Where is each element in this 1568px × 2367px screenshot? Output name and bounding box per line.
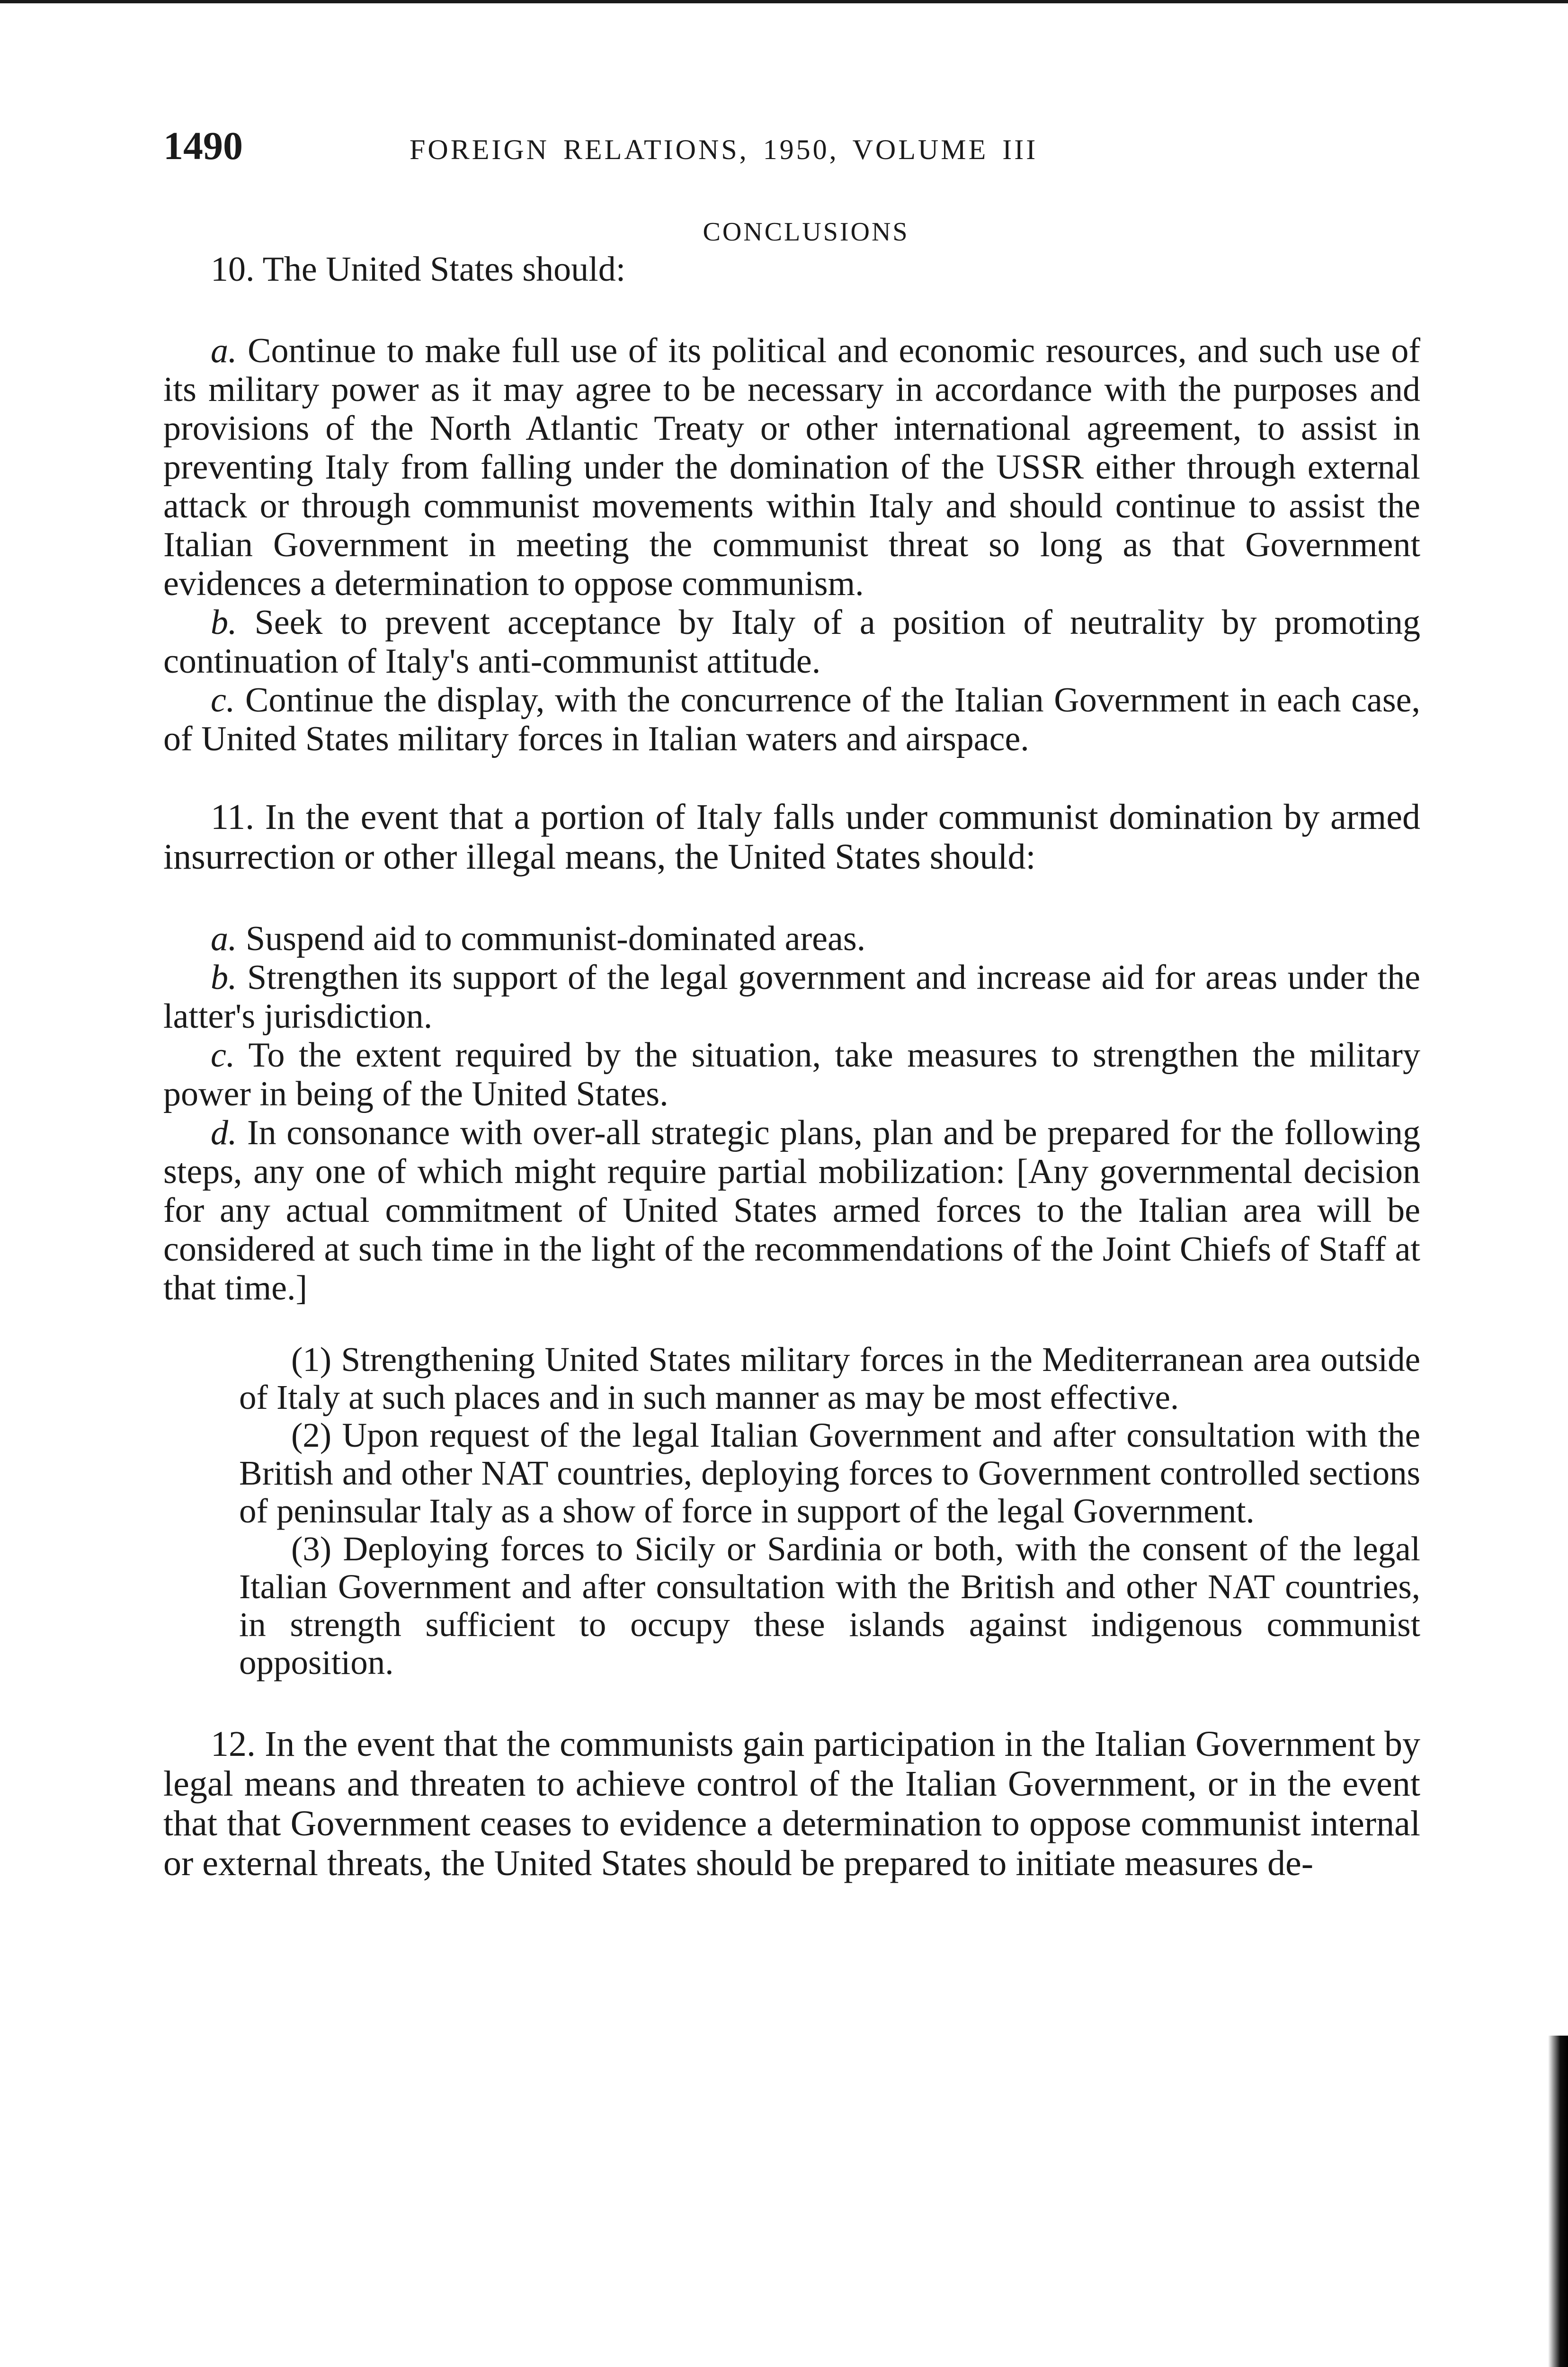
clause-letter: c. [211,1036,235,1075]
clause-letter: c. [211,681,235,720]
running-head-title: FOREIGN RELATIONS, 1950, VOLUME III [410,134,1038,165]
clause-text: Continue to make full use of its political and economic resources, and such use of its military power as it may agree to be necessary in accordance with the purposes and provisions of the North Atlantic Treaty or other international agreement, to assist in preventing Italy from falling under the domination of the USSR either through external attack or through communist movements within Italy and should continue to assist the Italian Government in meeting the communist threat so long as that Government evidences a determination to oppose communism. [163,331,1420,603]
top-border-rule [0,0,1568,3]
document-page [163,123,1420,1883]
clause-text: Strengthen its support of the legal government and increase aid for areas under the latter's jurisdiction. [163,958,1421,1036]
paragraph-12: 12. In the event that the communists gain participation in the Italian Government by legal means and threaten to achieve control of the Italian Government, or in the event that that Government ceases to evidence a determination to oppose communist internal or external threats, the United States should be prepared to initiate measures de- [163,1724,1420,1883]
paragraph-11-intro: 11. In the event that a portion of Italy falls under communist domination by armed insurrection or other illegal means, the United States should: [163,797,1420,877]
paragraph-10-intro: 10. The United States should: [211,250,626,289]
section-heading: CONCLUSIONS [703,217,909,247]
clause-letter: b. [211,958,237,997]
clause-letter: a. [211,331,237,370]
paragraph-11-clause-b [163,958,1420,1036]
paragraph-11-clause-d [163,1113,1420,1308]
paragraph-11-clause-c [163,1036,1420,1113]
clause-text: Seek to prevent acceptance by Italy of a position of neutrality by promoting continuation of Italy's anti-communist attitude. [163,603,1421,681]
page-number: 1490 [163,124,243,168]
paragraph-11-subitem-3: (3) Deploying forces to Sicily or Sardinia or both, with the consent of the legal Italian Government and after consultation with the British and other NAT countries, in strength sufficient to occupy these islands against indigenous communist opposition. [239,1530,1420,1682]
clause-text: Suspend aid to communist-dominated areas. [246,919,866,958]
page-edge-shadow [1548,2036,1568,2367]
paragraph-11-subitem-2: (2) Upon request of the legal Italian Government and after consultation with the British and other NAT countries, deploying forces to Government controlled sections of peninsular Italy as a show of force in support of the legal Government. [239,1416,1420,1530]
clause-letter: b. [211,603,237,642]
paragraph-10-clause-c [163,681,1420,758]
paragraph-10-clause-a [163,331,1420,603]
paragraph-11-subitem-1: (1) Strengthening United States military forces in the Mediterranean area outside of Italy at such places and in such manner as may be most effective. [239,1340,1420,1416]
paragraph-10-clause-b [163,603,1420,681]
clause-text: In consonance with over-all strategic plans, plan and be prepared for the following steps, any one of which might require partial mobilization: [Any governmental decision for any actual commitment of United States armed forces to the Italian area will be considered at such time in the light of the recommendations of the Joint Chiefs of Staff at that time.] [163,1113,1421,1308]
running-head [163,123,1420,180]
clause-text: Continue the display, with the concurrence of the Italian Government in each case, of United States military forces in Italian waters and airspace. [163,681,1420,758]
clause-letter: a. [211,919,237,958]
clause-letter: d. [211,1113,237,1152]
paragraph-11-clause-a [163,919,1420,958]
clause-text: To the extent required by the situation, take measures to strengthen the military power in being of the United States. [163,1036,1420,1113]
